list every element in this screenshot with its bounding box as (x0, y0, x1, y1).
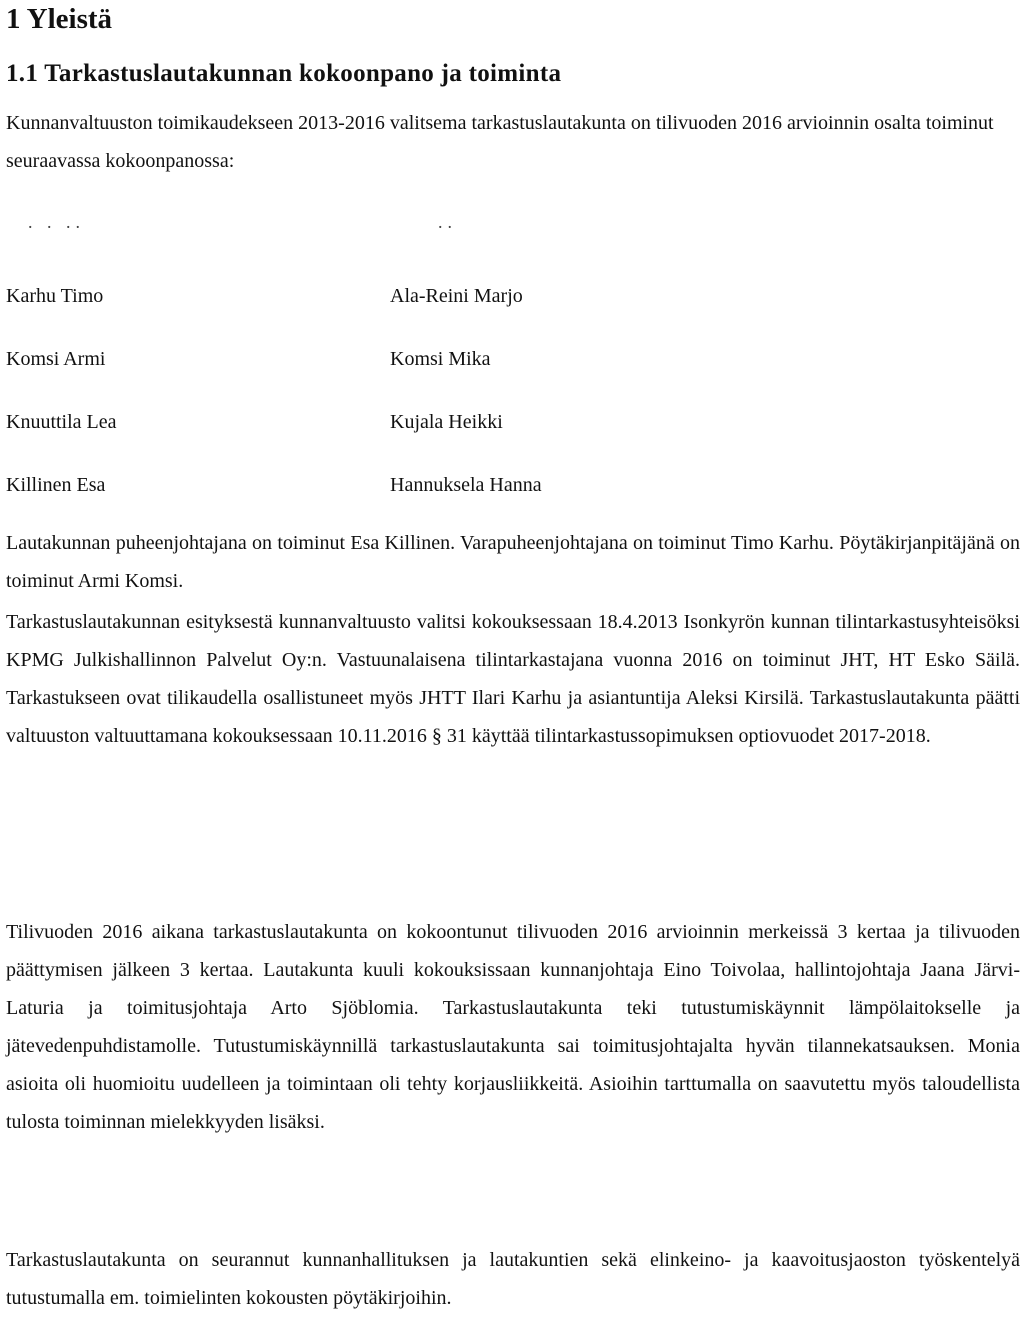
member-row (6, 398, 706, 461)
member-name: Komsi Armi (6, 348, 106, 370)
member-list (6, 272, 706, 524)
member-name: Knuuttila Lea (6, 411, 117, 433)
deputy-name: Hannuksela Hanna (390, 474, 542, 496)
member-row (6, 272, 706, 335)
column-mark-right: .. (438, 212, 457, 232)
member-name: Killinen Esa (6, 474, 106, 496)
meetings-paragraph: Tilivuoden 2016 aikana tarkastuslautakunta on kokoontunut tilivuoden 2016 arvioinnin merkeissä 3 kertaa ja tilivuoden päättymisen jälkeen 3 kertaa. Lautakunta kuuli kokouksissaan kunnanjohtaja Eino Toivolaa, hallintojohtaja Jaana Järvi-Laturia ja toimitusjohtaja Arto Sjöblomia. Tarkastuslautakunta teki tutustumiskäynnit lämpölaitokselle ja jätevedenpuhdistamolle. Tutustumiskäynnillä tarkastuslautakunta sai toimitusjohtajalta hyvän tilannekatsauksen. Monia asioita oli huomioitu uudelleen ja toimintaan oli tehty korjausliikkeitä. Asioihin tarttumalla on saavutettu myös taloudellista tulosta toiminnan mielekkyyden lisäksi. (6, 921, 1020, 1133)
subsection-heading: 1.1 Tarkastuslautakunnan kokoonpano ja toiminta (6, 60, 562, 87)
follow-up-paragraph: Tarkastuslautakunta on seurannut kunnanhallituksen ja lautakuntien sekä elinkeino- ja kaavoitusjaoston työskentelyä tutustumalla em. toimielinten kokousten pöytäkirjoihin. (6, 1249, 1020, 1309)
member-row (6, 461, 706, 524)
chair-paragraph: Lautakunnan puheenjohtajana on toiminut Esa Killinen. Varapuheenjohtajana on toiminut Timo Karhu. Pöytäkirjanpitäjänä on toiminut Armi Komsi. (6, 532, 1020, 592)
section-heading: 1 Yleistä (6, 3, 113, 35)
deputy-name: Kujala Heikki (390, 411, 503, 433)
intro-paragraph: Kunnanvaltuuston toimikaudekseen 2013-2016 valitsema tarkastuslautakunta on tilivuoden 2016 arvioinnin osalta toiminut seuraavassa kokoonpanossa: (6, 112, 994, 172)
deputy-name: Komsi Mika (390, 348, 491, 370)
column-mark-left: . . .. (28, 212, 85, 232)
member-row (6, 335, 706, 398)
auditor-paragraph: Tarkastuslautakunnan esityksestä kunnanvaltuusto valitsi kokouksessaan 18.4.2013 Isonkyrön kunnan tilintarkastusyhteisöksi KPMG Julkishallinnon Palvelut Oy:n. Vastuunalaisena tilintarkastajana vuonna 2016 on toiminut JHT, HT Esko Säilä. Tarkastukseen ovat tilikaudella osallistuneet myös JHTT Ilari Karhu ja asiantuntija Aleksi Kirsilä. Tarkastuslautakunta päätti valtuuston valtuuttamana kokouksessaan 10.11.2016 § 31 käyttää tilintarkastussopimuksen optiovuodet 2017-2018. (6, 611, 1020, 747)
member-name: Karhu Timo (6, 285, 104, 307)
deputy-name: Ala-Reini Marjo (390, 285, 523, 307)
